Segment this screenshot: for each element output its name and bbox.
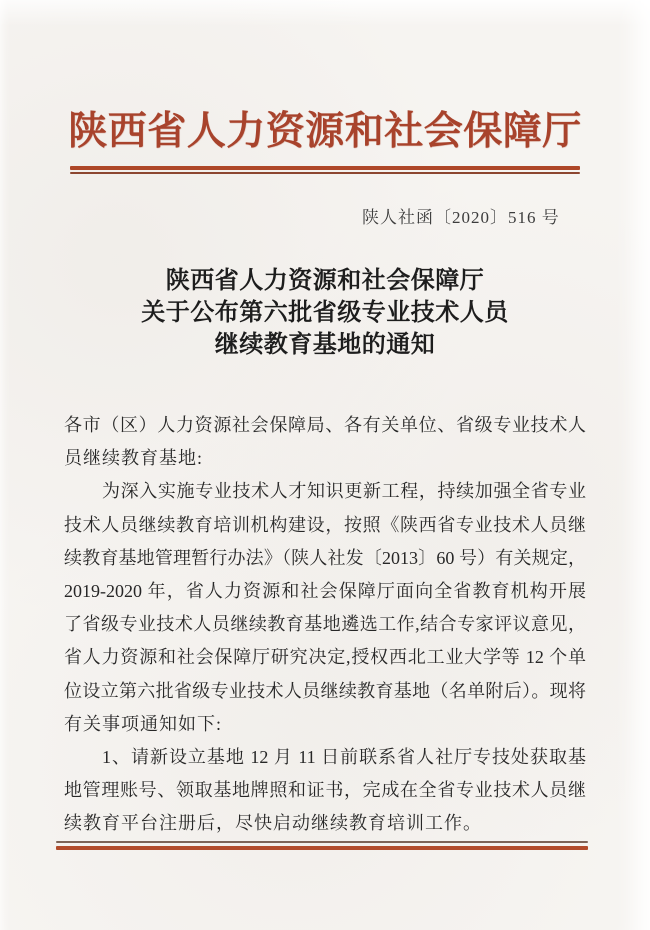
footer-divider-thin-line	[56, 841, 588, 843]
body-line: 为深入实施专业技术人才知识更新工程，持续加强全省专业	[102, 481, 586, 502]
body-line: 技术人员继续教育培训机构建设，按照《陕西省专业技术人员继	[64, 514, 586, 535]
body-line: 有关事项通知如下:	[64, 713, 223, 734]
footer-divider	[56, 841, 588, 850]
body-line: 员继续教育基地:	[64, 448, 204, 469]
letterhead-divider-thick-line	[70, 166, 580, 170]
body-line: 续教育平台注册后，尽快启动继续教育培训工作。	[64, 813, 482, 834]
body-line: 地管理账号、领取基地牌照和证书，完成在全省专业技术人员继	[64, 780, 586, 801]
body-line: 2019-2020 年，省人力资源和社会保障厅面向全省教育机构开展	[64, 581, 586, 602]
letterhead-agency-title: 陕西省人力资源和社会保障厅	[68, 110, 582, 153]
footer-divider-thick-line	[56, 846, 588, 851]
body-line: 续教育基地管理暂行办法》（陕人社发〔2013〕60 号）有关规定，	[64, 547, 586, 568]
notice-title-line-1: 陕西省人力资源和社会保障厅	[165, 268, 485, 294]
body-line: 省人力资源和社会保障厅研究决定,授权西北工业大学等 12 个单	[64, 647, 586, 668]
body-line: 了省级专业技术人员继续教育基地遴选工作,结合专家评议意见，	[64, 614, 586, 635]
letterhead-divider-thin-line	[70, 172, 580, 174]
notice-title	[0, 265, 650, 361]
body-line: 1、请新设立基地 12 月 11 日前联系省人社厅专技处获取基	[102, 747, 586, 768]
notice-title-line-3: 继续教育基地的通知	[214, 332, 436, 358]
letterhead-divider	[70, 166, 580, 174]
notice-body	[64, 409, 586, 841]
body-line: 各市（区）人力资源社会保障局、各有关单位、省级专业技术人	[64, 415, 586, 435]
notice-title-line-2: 关于公布第六批省级专业技术人员	[141, 300, 509, 326]
body-line: 位设立第六批省级专业技术人员继续教育基地（名单附后）。现将	[64, 680, 586, 701]
document-number: 陕人社函〔2020〕516 号	[362, 208, 560, 227]
